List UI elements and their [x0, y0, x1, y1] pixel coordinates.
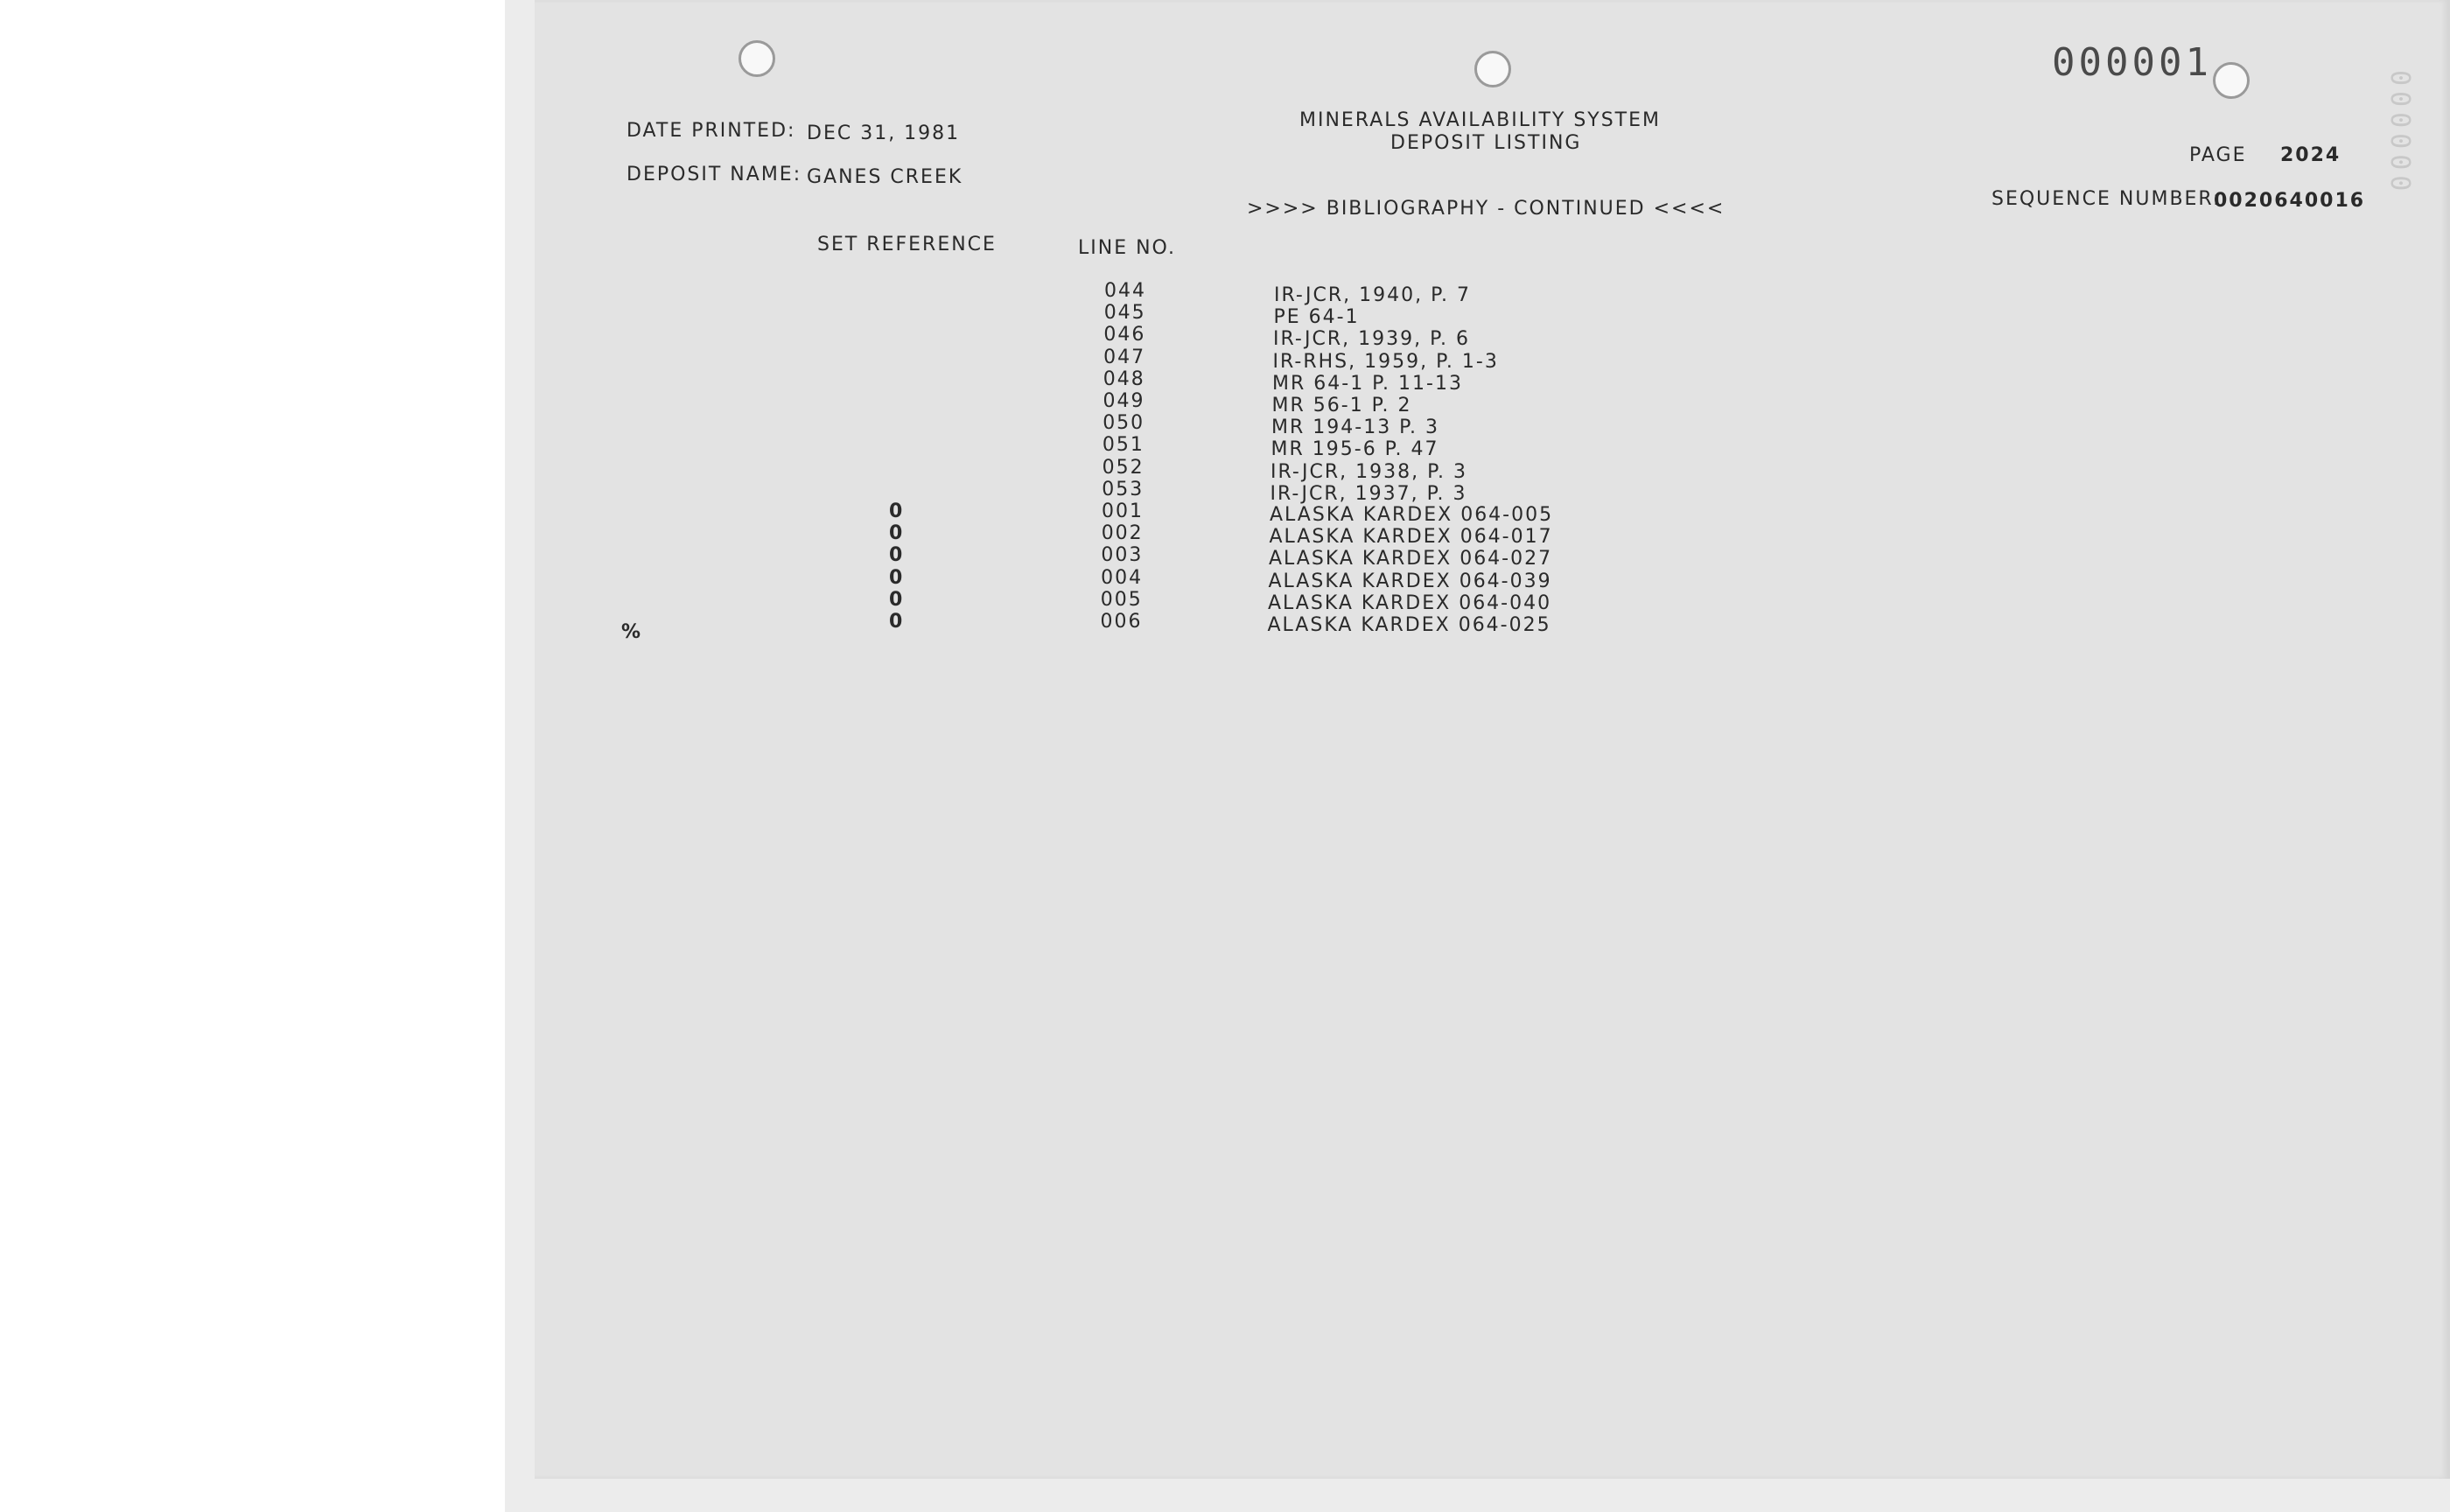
reference-cell: MR 64-1 P. 11-13	[1272, 372, 1463, 395]
printout-page	[535, 0, 2450, 1479]
date-printed-label: DATE PRINTED:	[626, 120, 796, 142]
reference-cell: IR-JCR, 1937, P. 3	[1270, 482, 1467, 505]
punch-hole-left	[738, 40, 775, 77]
reference-cell: IR-JCR, 1940, P. 7	[1274, 284, 1471, 306]
edge-stamp: 000000	[2384, 70, 2415, 197]
column-header-set-reference: SET REFERENCE	[817, 234, 997, 256]
reference-cell: IR-RHS, 1959, P. 1-3	[1272, 350, 1499, 373]
set-reference-cell: 0	[889, 566, 905, 589]
line-number-cell: 003	[1101, 544, 1144, 567]
set-reference-cell: 0	[889, 522, 905, 545]
line-number-cell: 049	[1102, 390, 1145, 412]
line-number-cell: 046	[1103, 324, 1146, 346]
frame-stamp-number: 000001	[2052, 40, 2212, 85]
reference-cell: PE 64-1	[1273, 306, 1360, 329]
sequence-number: 0020640016	[2214, 190, 2366, 212]
line-number-cell: 006	[1100, 611, 1143, 633]
reference-cell: ALASKA KARDEX 064-040	[1268, 592, 1552, 614]
line-number-cell: 050	[1102, 412, 1145, 435]
line-number-cell: 005	[1100, 588, 1143, 611]
set-reference-cell: 0	[889, 500, 905, 522]
reference-cell: MR 195-6 P. 47	[1270, 438, 1439, 461]
page-number: 2024	[2280, 144, 2342, 166]
reference-cell: IR-JCR, 1939, P. 6	[1273, 328, 1470, 351]
sequence-label: SEQUENCE NUMBER:	[1992, 188, 2222, 210]
reference-cell: MR 56-1 P. 2	[1271, 395, 1412, 416]
line-number-cell: 044	[1104, 280, 1146, 302]
title-line-2: DEPOSIT LISTING	[1390, 132, 1582, 154]
reference-cell: ALASKA KARDEX 064-017	[1269, 526, 1553, 549]
set-reference-cell: 0	[889, 588, 905, 611]
reference-cell: ALASKA KARDEX 064-039	[1268, 570, 1552, 592]
page-label: PAGE	[2189, 144, 2247, 166]
set-reference-cell: 0	[889, 544, 905, 567]
line-number-cell: 048	[1102, 368, 1145, 390]
line-number-cell: 001	[1102, 500, 1144, 522]
line-number-cell: 045	[1103, 302, 1146, 325]
line-number-cell: 052	[1102, 456, 1144, 479]
line-number-cell: 053	[1102, 478, 1144, 500]
deposit-name-label: DEPOSIT NAME:	[626, 164, 802, 186]
percent-mark: %	[621, 621, 643, 643]
section-heading: >>>> BIBLIOGRAPHY - CONTINUED <<<<	[1247, 198, 1726, 220]
line-number-cell: 004	[1101, 566, 1144, 589]
reference-cell: ALASKA KARDEX 064-005	[1270, 504, 1554, 526]
set-reference-cell: 0	[889, 611, 905, 633]
line-number-cell: 051	[1102, 434, 1144, 457]
column-header-line-no: LINE NO.	[1078, 237, 1176, 259]
line-number-cell: 002	[1101, 522, 1144, 545]
date-printed-value: DEC 31, 1981	[807, 122, 961, 144]
deposit-name-value: GANES CREEK	[807, 166, 963, 188]
punch-hole-right	[2213, 62, 2250, 99]
title-line-1: MINERALS AVAILABILITY SYSTEM	[1299, 109, 1662, 131]
reference-cell: ALASKA KARDEX 064-027	[1269, 548, 1553, 570]
reference-cell: IR-JCR, 1938, P. 3	[1270, 460, 1467, 483]
punch-hole-center	[1474, 51, 1511, 88]
reference-cell: ALASKA KARDEX 064-025	[1267, 614, 1551, 636]
reference-cell: MR 194-13 P. 3	[1271, 416, 1440, 439]
line-number-cell: 047	[1103, 346, 1146, 368]
